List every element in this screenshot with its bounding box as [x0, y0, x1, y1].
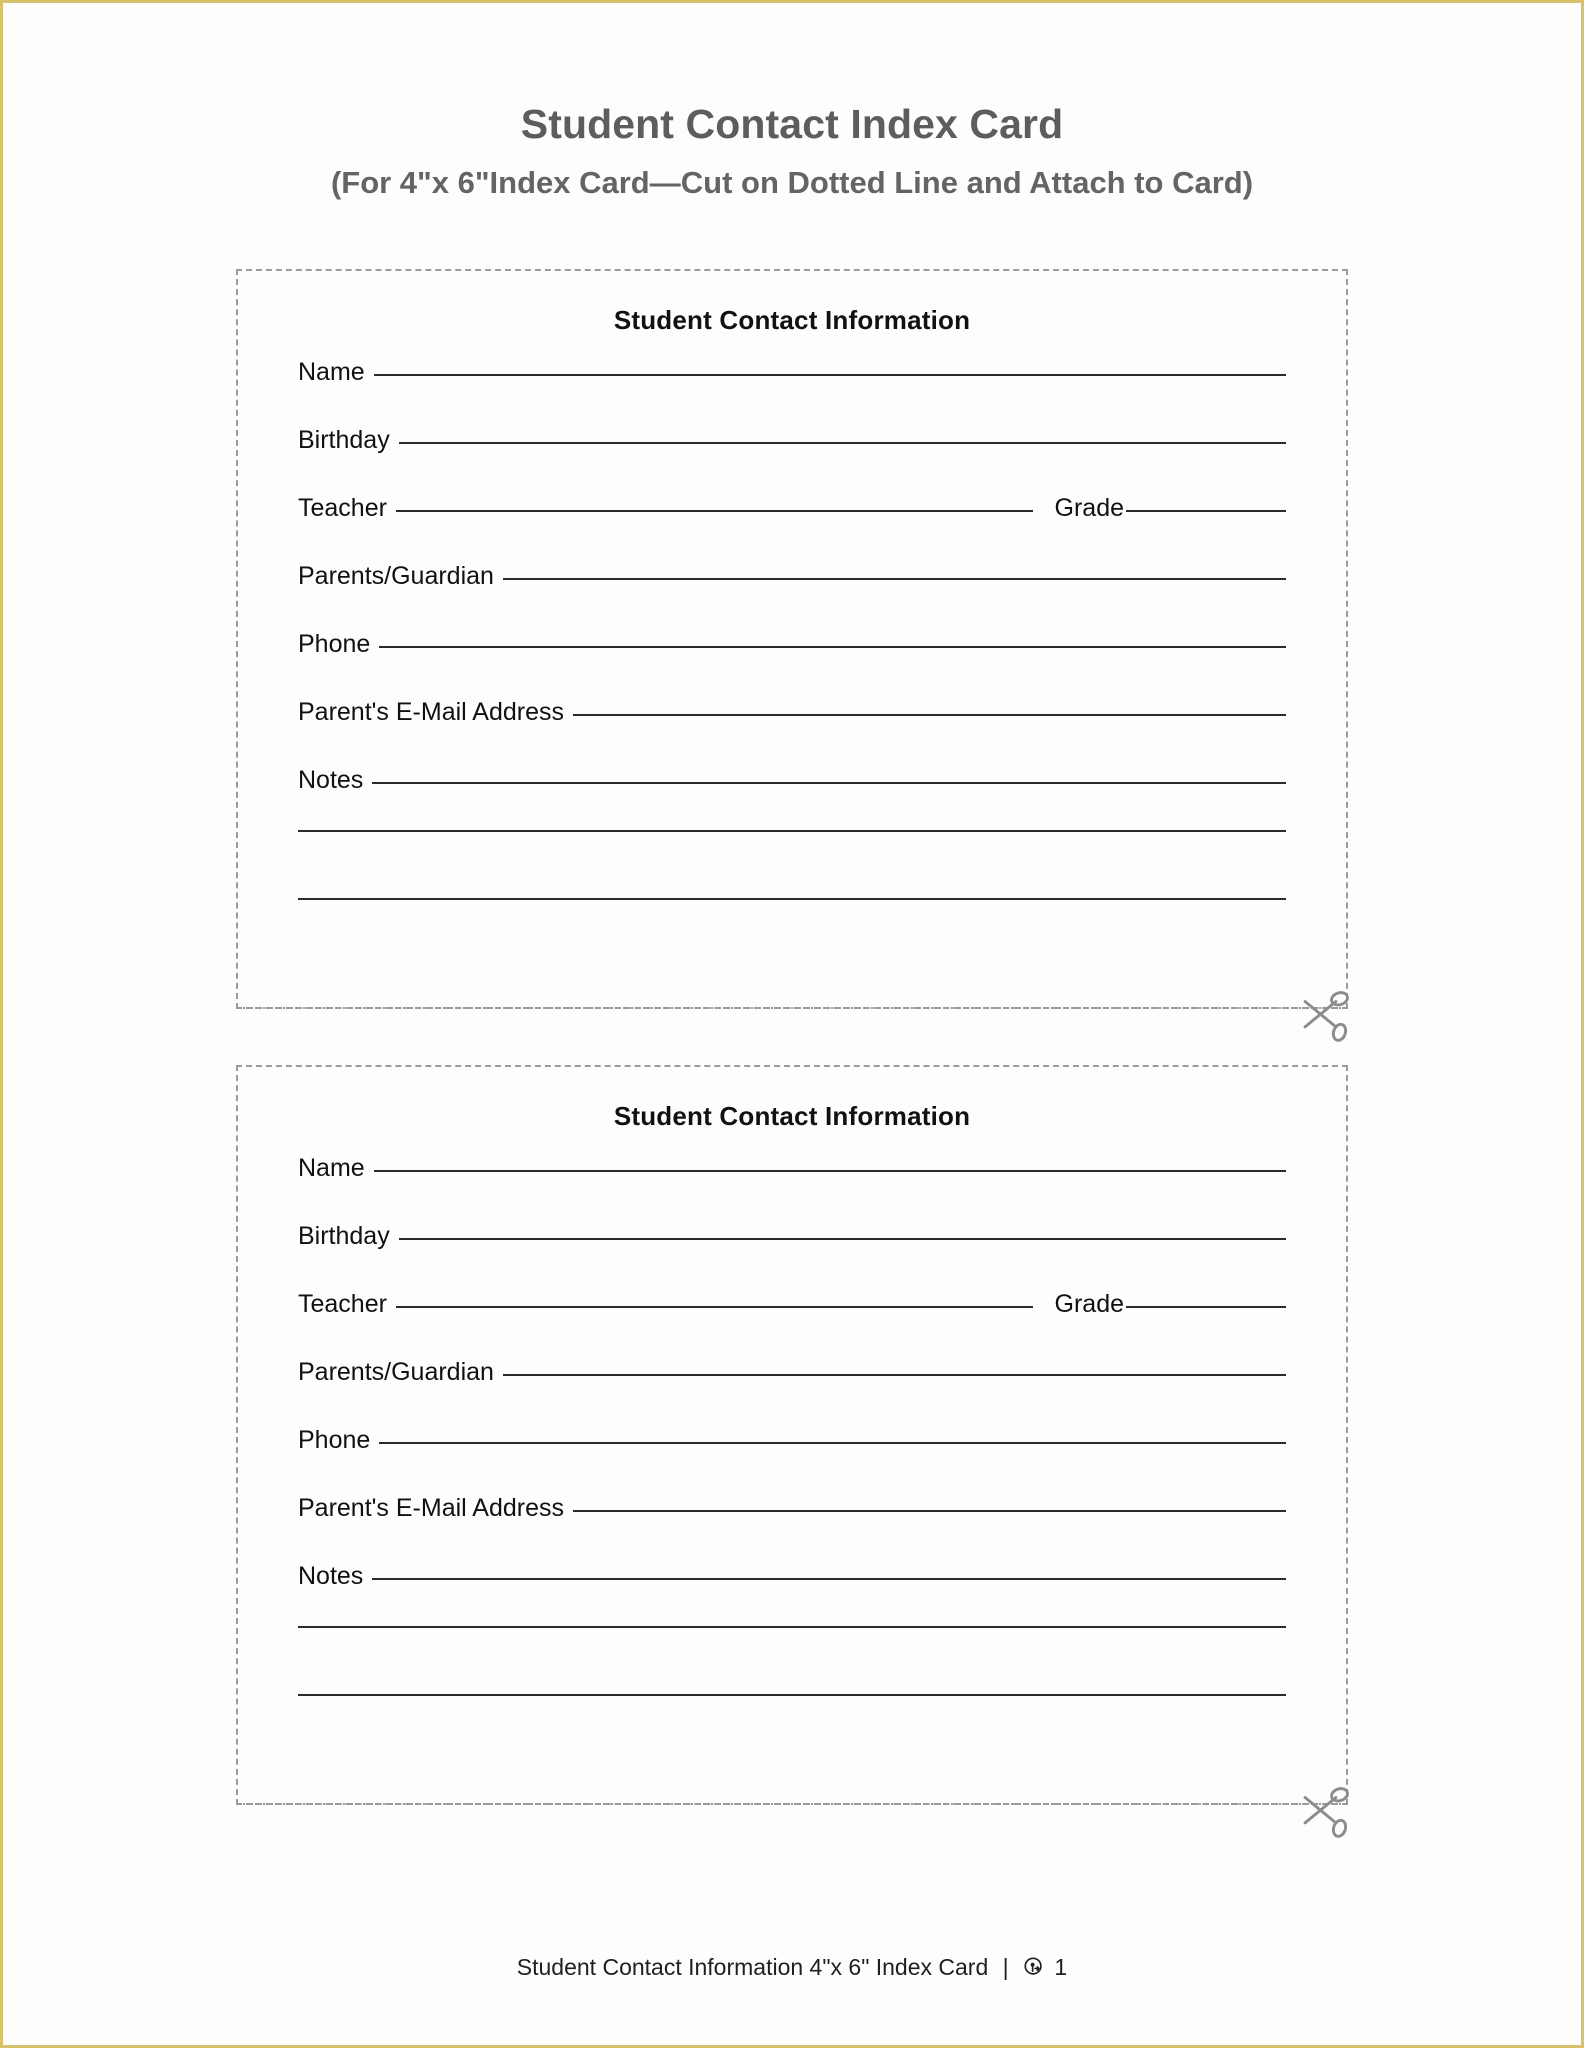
- field-input-parents-guardian[interactable]: [503, 578, 1286, 580]
- field-input-grade[interactable]: [1126, 510, 1286, 512]
- field-input-notes-line-2[interactable]: [298, 1626, 1286, 1628]
- notes-blank-line: [298, 1630, 1286, 1698]
- field-input-phone[interactable]: [379, 1442, 1286, 1444]
- field-input-notes[interactable]: [372, 1578, 1286, 1580]
- contact-card: [236, 269, 1348, 1009]
- footer-text: Student Contact Information 4"x 6" Index Card: [516, 1954, 989, 1980]
- page-content: [9, 9, 1575, 2039]
- notes-blank-line: [298, 902, 1286, 970]
- field-row-parents-guardian: [298, 562, 1286, 630]
- field-input-parents-guardian[interactable]: [503, 1374, 1286, 1376]
- field-row-phone: [298, 630, 1286, 698]
- field-input-teacher[interactable]: [396, 1306, 1033, 1308]
- field-row-phone: [298, 1426, 1286, 1494]
- field-input-parent-email[interactable]: [573, 1510, 1286, 1512]
- card-fields: [298, 1154, 1286, 1766]
- field-label-teacher: Teacher: [298, 494, 387, 523]
- field-row-teacher-grade: [298, 1290, 1286, 1358]
- field-label-teacher: Teacher: [298, 1290, 387, 1319]
- field-row-parent-email: [298, 1494, 1286, 1562]
- scissors-icon: [1296, 987, 1354, 1045]
- field-label-birthday: Birthday: [298, 426, 390, 455]
- field-row-notes: [298, 1562, 1286, 1630]
- field-label-parent-email: Parent's E-Mail Address: [298, 698, 564, 727]
- card-fields: [298, 358, 1286, 970]
- field-input-parent-email[interactable]: [573, 714, 1286, 716]
- field-label-name: Name: [298, 1154, 365, 1183]
- footer-separator: |: [1002, 1954, 1009, 1980]
- field-row-name: [298, 1154, 1286, 1222]
- field-input-notes-line-2[interactable]: [298, 830, 1286, 832]
- card-title: Student Contact Information: [613, 305, 971, 336]
- field-label-name: Name: [298, 358, 365, 387]
- field-input-grade[interactable]: [1126, 1306, 1286, 1308]
- field-label-parent-email: Parent's E-Mail Address: [298, 1494, 564, 1523]
- field-input-name[interactable]: [374, 1170, 1286, 1172]
- page-title: Student Contact Index Card: [520, 101, 1064, 147]
- field-label-birthday: Birthday: [298, 1222, 390, 1251]
- field-input-notes-line-3[interactable]: [298, 898, 1286, 900]
- field-input-birthday[interactable]: [399, 442, 1286, 444]
- field-input-teacher[interactable]: [396, 510, 1033, 512]
- field-label-notes: Notes: [298, 766, 364, 795]
- card-wrapper: [236, 1065, 1348, 1805]
- field-label-notes: Notes: [298, 1562, 364, 1591]
- field-input-phone[interactable]: [379, 646, 1286, 648]
- page-footer: [9, 1954, 1575, 1981]
- footer-page-number: 1: [1054, 1954, 1068, 1980]
- notes-blank-line: [298, 834, 1286, 902]
- field-input-notes[interactable]: [372, 782, 1286, 784]
- field-row-birthday: [298, 426, 1286, 494]
- card-list: [9, 269, 1575, 1805]
- field-row-name: [298, 358, 1286, 426]
- card-title: Student Contact Information: [613, 1101, 971, 1132]
- field-row-notes: [298, 766, 1286, 834]
- field-input-name[interactable]: [374, 374, 1286, 376]
- field-label-phone: Phone: [298, 630, 371, 659]
- field-row-teacher-grade: [298, 494, 1286, 562]
- contact-card: [236, 1065, 1348, 1805]
- page-mark-icon: [1023, 1956, 1045, 1978]
- page-subtitle: (For 4"x 6"Index Card—Cut on Dotted Line and Attach to Card): [330, 165, 1254, 201]
- scissors-icon: [1296, 1783, 1354, 1841]
- field-label-grade: Grade: [1054, 494, 1124, 523]
- field-input-notes-line-3[interactable]: [298, 1694, 1286, 1696]
- document-heading: [9, 9, 1575, 201]
- field-label-parents-guardian: Parents/Guardian: [298, 1358, 494, 1387]
- field-row-parents-guardian: [298, 1358, 1286, 1426]
- card-wrapper: [236, 269, 1348, 1009]
- field-input-birthday[interactable]: [399, 1238, 1286, 1240]
- field-label-phone: Phone: [298, 1426, 371, 1455]
- field-row-parent-email: [298, 698, 1286, 766]
- field-row-birthday: [298, 1222, 1286, 1290]
- notes-blank-line: [298, 1698, 1286, 1766]
- field-label-grade: Grade: [1054, 1290, 1124, 1319]
- field-label-parents-guardian: Parents/Guardian: [298, 562, 494, 591]
